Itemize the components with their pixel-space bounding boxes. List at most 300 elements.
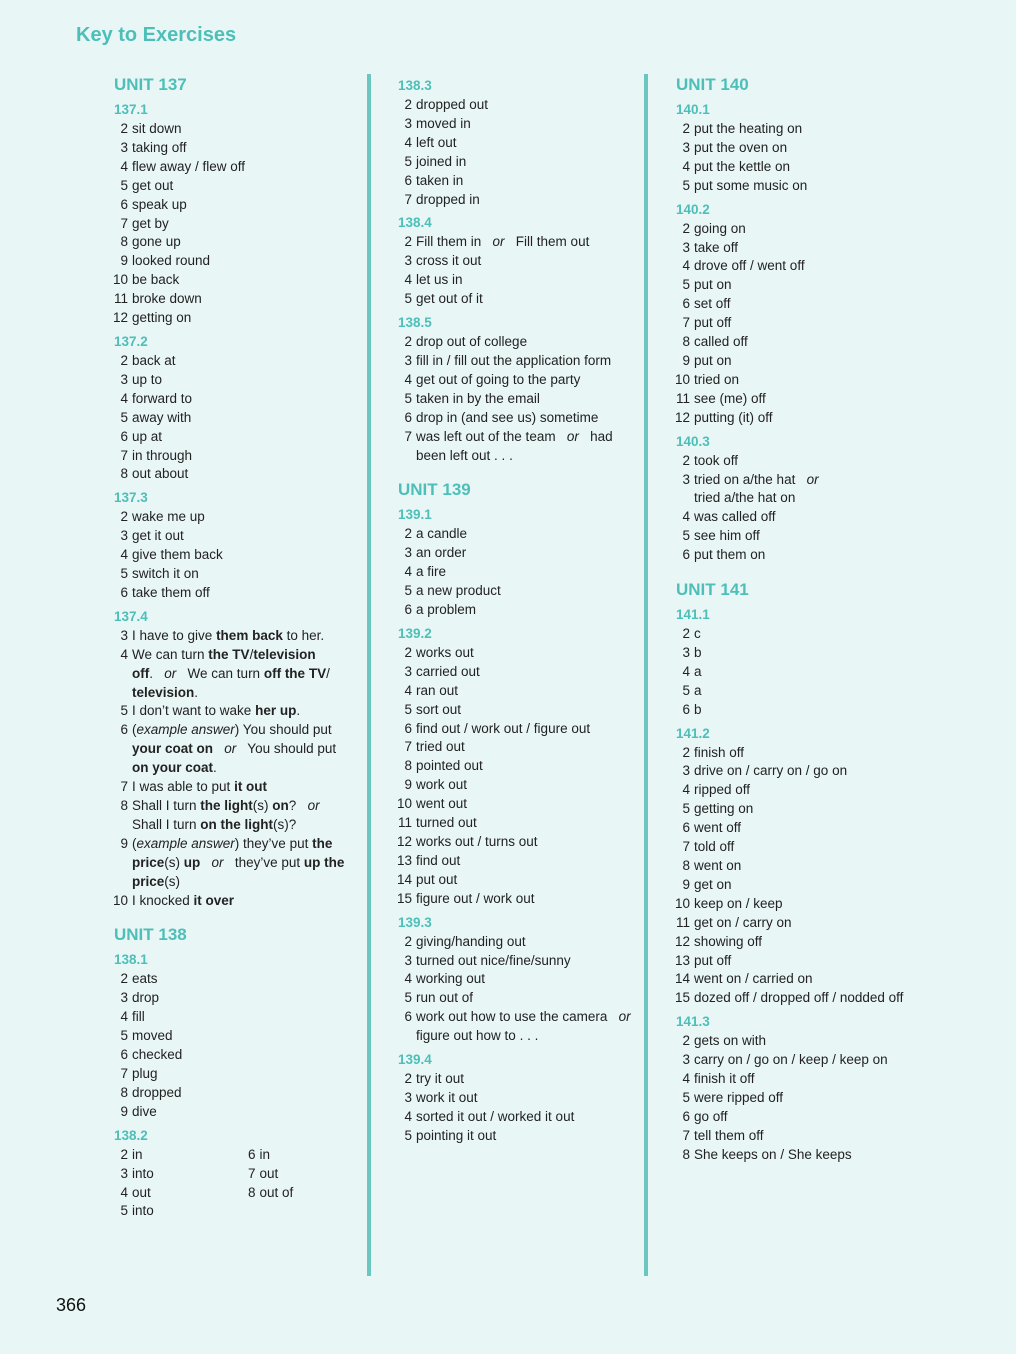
- answer-text: figure out / work out: [416, 890, 535, 906]
- answer-line: [106, 721, 361, 740]
- answer-line: [668, 914, 928, 933]
- answer-line: [668, 390, 928, 409]
- exercise-block: [668, 724, 928, 1009]
- answer-line: [106, 390, 361, 409]
- answer-text: She keeps on / She keeps: [694, 1146, 852, 1162]
- answer-number: 2: [404, 526, 412, 542]
- answer-number: 6: [404, 172, 412, 188]
- exercise-number: 140.2: [676, 201, 710, 217]
- exercise-block: [390, 213, 638, 309]
- answer-text: fill: [132, 1009, 145, 1025]
- answer-text: put off: [694, 952, 732, 968]
- answer-number: 4: [404, 272, 412, 288]
- answer-text: find out: [416, 852, 461, 868]
- unit-title: UNIT 141: [676, 580, 749, 600]
- answer-number: 3: [120, 1165, 128, 1181]
- exercise-block: [390, 624, 638, 909]
- answer-line: [668, 409, 928, 428]
- answer-number: 14: [396, 871, 412, 887]
- answer-text: plug: [132, 1065, 158, 1081]
- answer-number: 12: [674, 409, 690, 425]
- answer-text: into: [132, 1203, 154, 1219]
- answer-line: [106, 428, 361, 447]
- answer-text: away with: [132, 409, 192, 425]
- answer-number: [106, 740, 128, 759]
- answer-text: taken in by the email: [416, 390, 540, 406]
- answer-pair: [106, 1146, 361, 1165]
- answer-text: broke down: [132, 291, 202, 307]
- answer-line: [106, 508, 361, 527]
- answer-line: [390, 428, 638, 447]
- answer-text: out of: [259, 1184, 294, 1200]
- answer-line: [668, 1108, 928, 1127]
- answer-text: moved in: [416, 115, 471, 131]
- answer-number: [106, 816, 128, 835]
- answer-number: 3: [120, 990, 128, 1006]
- answer-number: 3: [120, 528, 128, 544]
- answer-line: [106, 233, 361, 252]
- column-3: [668, 72, 928, 1168]
- answer-number: 7: [120, 779, 128, 795]
- answer-number: 2: [404, 933, 412, 949]
- answer-text: carried out: [416, 663, 480, 679]
- answer-text: up at: [132, 428, 163, 444]
- answer-text: works out: [416, 644, 474, 660]
- answer-line: [668, 257, 928, 276]
- answer-text: drop out of college: [416, 334, 528, 350]
- answer-line: [668, 158, 928, 177]
- answer-line: [390, 1027, 638, 1046]
- answer-text: into: [132, 1165, 154, 1181]
- answer-line: [390, 701, 638, 720]
- answer-text: finish it off: [694, 1071, 755, 1087]
- answer-line: [390, 252, 638, 271]
- answer-text: eats: [132, 971, 158, 987]
- answer-number: 14: [674, 971, 690, 987]
- answer-text: out: [132, 1184, 151, 1200]
- answer-text: set off: [694, 296, 731, 312]
- answer-text: giving/handing out: [416, 933, 526, 949]
- answer-number: 6: [682, 296, 690, 312]
- answer-line: [106, 565, 361, 584]
- answer-text: cross it out: [416, 253, 482, 269]
- answer-line: [390, 563, 638, 582]
- answer-text: try it out: [416, 1071, 465, 1087]
- answer-text: left out: [416, 134, 457, 150]
- answer-text: called off: [694, 334, 748, 350]
- answer-text: Shall I turn the light(s) on? or: [132, 798, 320, 813]
- exercise-block: [668, 200, 928, 428]
- answer-number: 8: [120, 1084, 128, 1100]
- answer-line: [390, 134, 638, 153]
- answer-cell: [106, 1146, 234, 1165]
- answer-line: [106, 196, 361, 215]
- answer-number: 10: [674, 895, 690, 911]
- answer-text: drove off / went off: [694, 258, 805, 274]
- answer-text: finish off: [694, 744, 745, 760]
- answer-text: works out / turns out: [416, 834, 538, 849]
- answer-text: get out of it: [416, 291, 483, 307]
- answer-text: dive: [132, 1103, 157, 1119]
- answer-number: 8: [404, 758, 412, 774]
- answer-number: 4: [120, 547, 128, 563]
- answer-text: work out: [416, 777, 468, 793]
- answer-line: [668, 527, 928, 546]
- answer-number: 6: [404, 720, 412, 736]
- answer-number: 11: [397, 815, 412, 831]
- answer-line: [668, 452, 928, 471]
- answer-line: [390, 371, 638, 390]
- answer-number: 2: [120, 121, 128, 136]
- answer-number: 4: [682, 258, 690, 274]
- answer-text: ripped off: [694, 782, 751, 798]
- answer-text: see him off: [694, 528, 760, 544]
- answer-number: 2: [404, 234, 412, 250]
- answer-line: [668, 857, 928, 876]
- answer-number: 2: [120, 1146, 128, 1162]
- answer-line: [106, 1103, 361, 1122]
- answer-text: going on: [694, 220, 746, 236]
- answer-pair: [106, 1184, 361, 1203]
- answer-text: gets on with: [694, 1033, 767, 1049]
- answer-text: (example answer) they’ve put the: [132, 835, 333, 851]
- answer-line: [668, 952, 928, 971]
- answer-number: 2: [682, 626, 690, 642]
- exercise-number: 137.1: [114, 102, 148, 117]
- answer-text: pointing it out: [416, 1127, 497, 1143]
- answer-text: drop: [132, 990, 160, 1006]
- answer-number: 2: [404, 334, 412, 350]
- answer-text: out: [259, 1165, 279, 1181]
- answer-number: 5: [682, 177, 690, 193]
- unit-block: [668, 74, 928, 565]
- answer-text: switch it on: [132, 566, 199, 582]
- answer-number: 4: [682, 1071, 690, 1087]
- answer-line: [390, 333, 638, 352]
- answer-line: [668, 1070, 928, 1089]
- answer-number: 7: [404, 428, 412, 444]
- answer-number: 12: [112, 310, 128, 326]
- answer-line: [106, 684, 361, 703]
- answer-line: [668, 139, 928, 158]
- answer-line: [668, 838, 928, 857]
- exercise-number: 138.2: [114, 1127, 148, 1143]
- answer-text: dozed off / dropped off / nodded off: [694, 990, 904, 1006]
- answer-number: 6: [682, 701, 690, 717]
- answer-number: 2: [682, 220, 690, 236]
- answer-line: [668, 781, 928, 800]
- answer-line: [390, 390, 638, 409]
- answer-text: in: [132, 1146, 143, 1162]
- unit-block: [390, 76, 638, 465]
- exercise-block: [390, 505, 638, 620]
- answer-line: [668, 933, 928, 952]
- answer-number: 7: [247, 1165, 256, 1181]
- exercise-block: [106, 1126, 361, 1222]
- answer-number: 5: [404, 153, 412, 169]
- answer-line: [668, 333, 928, 352]
- answer-line: [390, 814, 638, 833]
- page-number: 366: [56, 1295, 87, 1315]
- exercise-number: 140.1: [676, 102, 710, 117]
- answer-text: put some music on: [694, 177, 808, 193]
- answer-text: tried on a/the hat or: [694, 471, 819, 487]
- answer-number: 4: [120, 1009, 128, 1025]
- exercise-number: 141.3: [676, 1014, 710, 1030]
- answer-line: [668, 1051, 928, 1070]
- answer-number: 6: [120, 722, 128, 738]
- answer-text: a problem: [416, 602, 477, 618]
- answer-text: take them off: [132, 584, 210, 600]
- answer-text: taking off: [132, 139, 187, 155]
- answer-text: put off: [694, 315, 732, 331]
- answer-text: showing off: [694, 933, 763, 949]
- column-divider: [367, 74, 371, 1276]
- answer-text: b: [694, 644, 702, 660]
- exercise-block: [668, 432, 928, 565]
- answer-line: [106, 646, 361, 665]
- answer-number: 4: [682, 158, 690, 174]
- answer-line: [668, 1089, 928, 1108]
- answer-number: 3: [404, 952, 412, 968]
- exercise-number: 141.1: [676, 607, 710, 623]
- column-2: [390, 72, 638, 1149]
- answer-line: [106, 702, 361, 721]
- answer-line: [390, 352, 638, 371]
- answer-line: [106, 627, 361, 646]
- answer-line: [106, 252, 361, 271]
- answer-number: 4: [404, 971, 412, 987]
- answer-number: 3: [682, 1052, 690, 1068]
- answer-number: [106, 759, 128, 778]
- answer-line: [390, 682, 638, 701]
- answer-text: a: [694, 663, 702, 679]
- answer-text: work it out: [416, 1089, 478, 1105]
- answer-text: figure out how to . . .: [416, 1028, 539, 1044]
- answer-number: 2: [682, 121, 690, 136]
- answer-number: 4: [682, 782, 690, 798]
- answer-number: 7: [682, 315, 690, 331]
- answer-text: get out: [132, 177, 174, 193]
- exercise-number: 141.2: [676, 725, 710, 741]
- answer-text: I don’t want to wake her up.: [132, 703, 301, 719]
- answer-line: [390, 115, 638, 134]
- answer-text: off. or We can turn off the TV/: [132, 665, 330, 681]
- answer-line: [390, 153, 638, 172]
- exercise-number: 139.1: [398, 507, 432, 523]
- answer-line: [106, 816, 361, 835]
- answer-number: 7: [682, 839, 690, 855]
- answer-number: 10: [112, 892, 128, 908]
- unit-block: [390, 479, 638, 1145]
- answer-number: 9: [120, 1103, 128, 1119]
- answer-number: 3: [682, 763, 690, 779]
- answer-number: 8: [247, 1184, 256, 1200]
- answer-line: [668, 239, 928, 258]
- answer-text: working out: [416, 971, 486, 987]
- answer-text: joined in: [416, 153, 467, 169]
- answer-line: [106, 271, 361, 290]
- unit-title: UNIT 139: [398, 480, 471, 500]
- answer-text: on your coat.: [132, 760, 217, 776]
- answer-text: wake me up: [132, 509, 205, 525]
- answer-line: [390, 525, 638, 544]
- answer-pair: [106, 1202, 361, 1221]
- answer-text: dropped in: [416, 191, 480, 207]
- unit-title: UNIT 140: [676, 75, 749, 94]
- answer-number: 4: [404, 134, 412, 150]
- answer-line: [390, 1127, 638, 1146]
- answer-text: carry on / go on / keep / keep on: [694, 1052, 888, 1068]
- answer-number: 15: [674, 990, 690, 1006]
- answer-line: [106, 1184, 234, 1203]
- unit-block: [106, 74, 361, 910]
- answer-line: [668, 471, 928, 490]
- page-header: Key to Exercises: [76, 24, 237, 46]
- answer-line: [390, 871, 638, 890]
- answer-number: 5: [120, 566, 128, 582]
- answer-text: flew away / flew off: [132, 158, 246, 174]
- answer-number: 3: [404, 115, 412, 131]
- answer-cell: [106, 1184, 234, 1203]
- answer-number: 7: [404, 739, 412, 755]
- answer-line: [106, 740, 361, 759]
- answer-text: turned out nice/fine/sunny: [416, 952, 571, 968]
- answer-number: 4: [120, 158, 128, 174]
- answer-line: [668, 644, 928, 663]
- answer-line: [106, 290, 361, 309]
- answer-text: be back: [132, 272, 180, 288]
- answer-text: I was able to put it out: [132, 779, 268, 795]
- answer-line: [668, 989, 928, 1008]
- answer-number: 3: [120, 139, 128, 155]
- answer-line: [390, 644, 638, 663]
- answer-number: 5: [682, 1089, 690, 1105]
- answer-text: dropped out: [416, 97, 489, 112]
- answer-number: 5: [682, 528, 690, 544]
- answer-text: looked round: [132, 253, 211, 269]
- answer-text: get on / carry on: [694, 914, 792, 930]
- exercise-block: [390, 913, 638, 1046]
- answer-number: 3: [682, 239, 690, 255]
- answer-number: 3: [120, 627, 128, 643]
- answer-text: price(s) up or they’ve put up the: [132, 854, 345, 870]
- answer-text: getting on: [132, 310, 192, 326]
- exercise-number: 138.5: [398, 315, 432, 331]
- answer-number: [106, 873, 128, 892]
- answer-number: 4: [682, 509, 690, 525]
- answer-line: [668, 314, 928, 333]
- answer-line: [668, 489, 928, 508]
- answer-text: We can turn the TV/television: [132, 646, 316, 662]
- answer-text: put on: [694, 277, 732, 293]
- answer-line: [390, 191, 638, 210]
- column-1: [106, 72, 361, 1224]
- answer-text: television.: [132, 684, 199, 700]
- answer-line: [106, 989, 361, 1008]
- answer-line: [106, 873, 361, 892]
- answer-text: (example answer) You should put: [132, 722, 332, 738]
- answer-number: 11: [675, 914, 690, 930]
- answer-line: [668, 970, 928, 989]
- answer-number: 8: [120, 798, 128, 813]
- exercise-block: [106, 100, 361, 328]
- answer-line: [668, 352, 928, 371]
- answer-line: [390, 233, 638, 252]
- answer-number: 7: [682, 1127, 690, 1143]
- answer-number: 3: [120, 371, 128, 387]
- answer-number: 7: [120, 447, 128, 463]
- answer-number: 5: [404, 990, 412, 1006]
- answer-number: 6: [682, 820, 690, 836]
- answer-line: [106, 139, 361, 158]
- answer-text: Shall I turn on the light(s)?: [132, 816, 297, 832]
- answer-line: [106, 665, 361, 684]
- answer-line: [390, 833, 638, 852]
- answer-text: a fire: [416, 564, 447, 580]
- answer-text: out about: [132, 466, 189, 482]
- exercise-block: [106, 488, 361, 603]
- exercise-block: [390, 1050, 638, 1146]
- answer-line: [390, 601, 638, 620]
- answer-text: get out of going to the party: [416, 371, 581, 387]
- answer-line: [390, 970, 638, 989]
- answer-number: 8: [682, 1146, 690, 1162]
- answer-number: 4: [682, 663, 690, 679]
- answer-number: 6: [120, 428, 128, 444]
- answer-number: 3: [404, 1089, 412, 1105]
- answer-text: b: [694, 701, 702, 717]
- answer-text: price(s): [132, 873, 181, 889]
- answer-text: was called off: [694, 509, 776, 525]
- answer-line: [106, 970, 361, 989]
- answer-line: [668, 701, 928, 720]
- exercise-block: [390, 313, 638, 465]
- answer-number: 5: [404, 583, 412, 599]
- answer-line: [106, 1027, 361, 1046]
- answer-line: [668, 876, 928, 895]
- answer-number: 4: [404, 682, 412, 698]
- answer-number: 6: [682, 547, 690, 563]
- answer-line: [106, 835, 361, 854]
- answer-number: 2: [404, 97, 412, 112]
- answer-line: [106, 1046, 361, 1065]
- answer-line: [390, 776, 638, 795]
- answer-cell: [234, 1146, 362, 1165]
- answer-number: 13: [396, 852, 412, 868]
- answer-number: 7: [120, 215, 128, 231]
- answer-number: 2: [682, 1033, 690, 1049]
- answer-line: [106, 215, 361, 234]
- answer-number: 15: [396, 890, 412, 906]
- answer-line: [234, 1184, 362, 1203]
- answer-text: put the heating on: [694, 121, 803, 136]
- answer-number: 3: [682, 644, 690, 660]
- answer-line: [106, 120, 361, 139]
- answer-number: 6: [404, 602, 412, 618]
- answer-text: sit down: [132, 121, 182, 136]
- answer-cell: [234, 1165, 362, 1184]
- answer-line: [390, 582, 638, 601]
- answer-text: in: [259, 1146, 271, 1162]
- answer-line: [668, 762, 928, 781]
- answer-line: [668, 625, 928, 644]
- answer-text: c: [694, 626, 701, 642]
- answer-line: [390, 757, 638, 776]
- answer-number: 9: [120, 253, 128, 269]
- column-divider: [644, 74, 648, 1276]
- answer-text: Fill them in or Fill them out: [416, 234, 590, 250]
